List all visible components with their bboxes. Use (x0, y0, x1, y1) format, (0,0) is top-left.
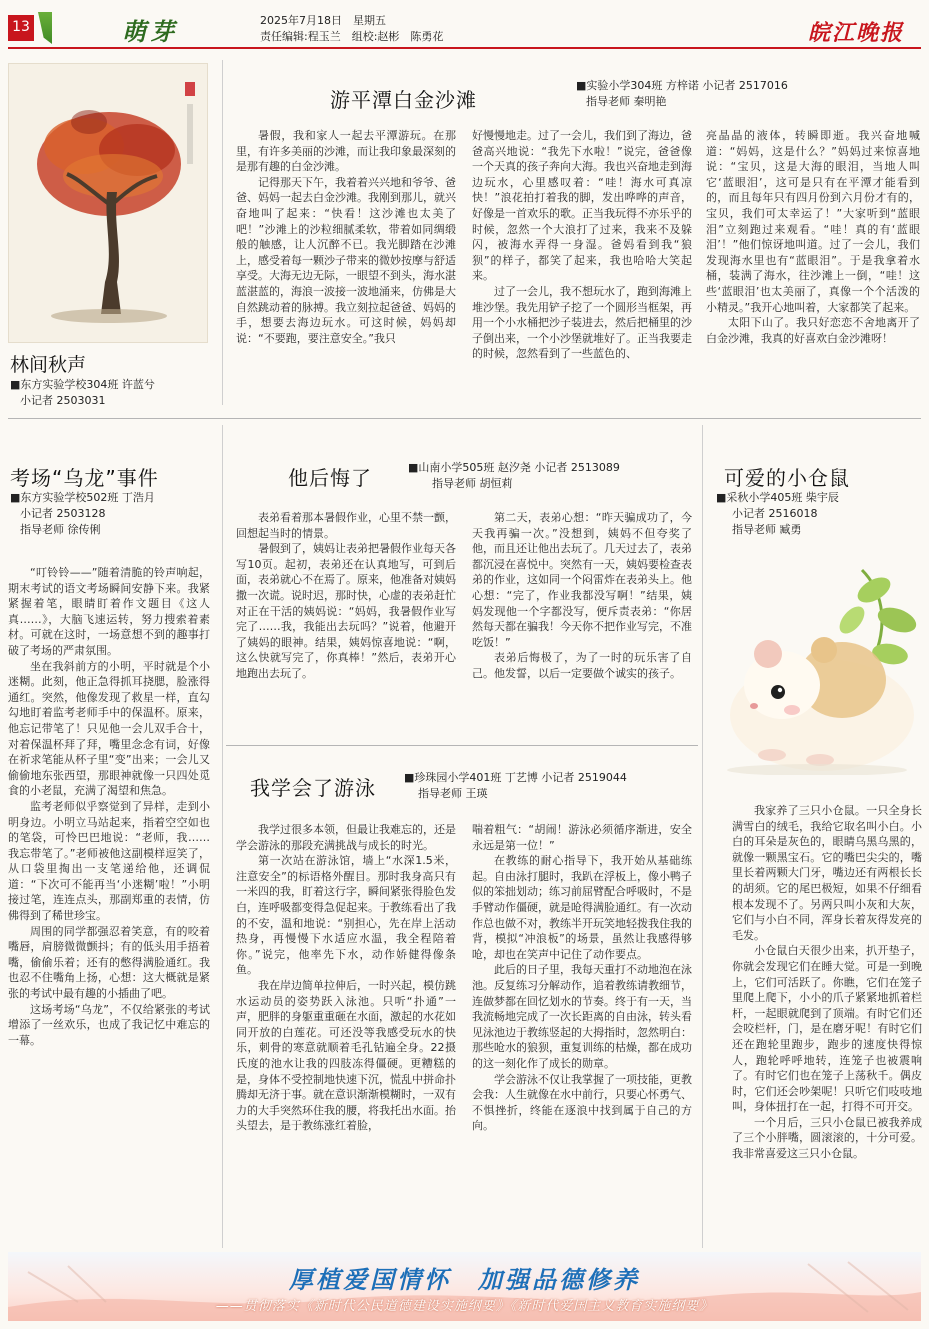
swim-byline-school: ■珍珠园小学401班 丁艺博 小记者 2519044 (404, 771, 627, 784)
divider-left-top (222, 60, 223, 405)
beach-paragraph: 太阳下山了。我只好恋恋不舍地离开了白金沙滩，我真的好喜欢白金沙滩呀！ (706, 316, 920, 345)
swim-paragraph: 喘着粗气：“胡闹！游泳必须循序渐进，安全永远是第一位！” (472, 823, 692, 852)
regret-byline-school: ■山南小学505班 赵汐尧 小记者 2513089 (408, 461, 620, 474)
regret-byline-teacher: 指导老师 胡恒莉 (432, 477, 513, 490)
hamster-byline (716, 490, 839, 538)
exam-title: 考场“乌龙”事件 (10, 466, 159, 490)
exam-paragraph: 周围的同学都强忍着笑意，有的咬着嘴唇，肩膀微微颤抖；有的低头用手捂着嘴，偷偷乐着；还有的憋得满脸通红。我也忍不住嘴角上扬，心想：这大概就是紧张的考试中最有趣的小插曲了吧。 (8, 924, 210, 1001)
painting-byline-reporter: 小记者 2503031 (20, 394, 106, 407)
beach-byline-teacher: 指导老师 秦明艳 (586, 95, 667, 108)
section-mark (38, 12, 52, 44)
paper-name: 皖江晚报 (808, 20, 905, 46)
hamster-title: 可爱的小仓鼠 (724, 466, 850, 490)
beach-paragraph: 好慢慢地走。过了一会儿，我们到了海边，爸爸高兴地说：“我先下水啦！”说完，爸爸像一个天真的孩子奔向大海。我也兴奋地走到海边玩水，心里感叹着：“哇！海水可真凉快！”浪花拍打着我的脚，发出哗哗的声音，好像是一首欢乐的歌。正当我玩得不亦乐乎的时候，忽然一个大浪打了过来，我来不及躲闪，被海水弄得一身湿。爸妈看到我“狼狈”的样子，都笑了起来，我也哈哈大笑起来。 (472, 129, 692, 283)
swim-paragraph: 在教练的耐心指导下，我开始从基础练起。自由泳打腿时，我趴在浮板上，像小鸭子似的笨拙划动；练习前屈臂配合呼吸时，不是手臂动作僵硬，就是呛得满脸通红。有一次动作总也做不对，教练半开玩笑地轻拨我住我的背，模拟“冲浪板”的场景，虽然让我感得够呛，却也在笑声中记住了动作要点。 (472, 854, 692, 961)
regret-paragraph: 表弟后悔极了，为了一时的玩乐害了自己。他发誓，以后一定要做个诚实的孩子。 (472, 651, 692, 680)
hamster-byline-teacher: 指导老师 臧勇 (732, 523, 802, 536)
swim-paragraph: 学会游泳不仅让我掌握了一项技能，更教会我：人生就像在水中前行，只要心怀勇气、不惧挫折，终能在逐浪中找到属于自己的方向。 (472, 1072, 692, 1133)
swim-paragraph: 我在岸边简单拉伸后，一时兴起，模仿跳水运动员的姿势跃入泳池。只听“扑通”一声，肥胖的身躯重重砸在水面，激起的水花如同开放的白莲花。可还没等我感受玩水的快乐，刺骨的寒意就顺着毛孔钻遍全身。22摄氏度的池水让我的四肢冻得僵硬。更糟糕的是，身体不受控制地快速下沉，慌乱中拼命扑腾却无济于事。就在意识渐渐模糊时，一双有力的大手突然环住我的腰，将我托出水面。抬头望去，是于教练涨红着脸， (236, 978, 456, 1133)
swim-byline (404, 770, 627, 802)
regret-title: 他后悔了 (288, 466, 372, 490)
page-number: 13 (12, 19, 30, 35)
exam-paragraph: 坐在我斜前方的小明，平时就是个小迷糊。此刻，他正急得抓耳挠腮，脸涨得通红。突然，他像发现了救星一样，直勾勾地盯着监考老师手中的保温杯。原来，他忘记带笔了！只见他一会儿双手合十，对着保温杯拜了拜，嘴里念念有词，好像在祈求笔能从杯子里“变”出来；一会儿又偷偷地东张西望，那眼神就像一只四处觅食的小老鼠，充满了渴望和焦急。 (8, 659, 210, 798)
beach-column-2 (472, 128, 692, 412)
exam-body (8, 565, 210, 1245)
exam-byline-school: ■东方实验学校502班 丁浩月 (10, 491, 155, 504)
regret-column-2 (472, 510, 692, 740)
beach-paragraph: 亮晶晶的液体，转瞬即逝。我兴奋地喊道：“妈妈，这是什么？”妈妈过来惊喜地说：“宝贝，这是大海的眼泪，当地人叫它‘蓝眼泪’，这可是只有在平潭才能看到的，而且每年只有四月份到六月份才有的，宝贝，我们可太幸运了！”大家听到“蓝眼泪”立刻跑过来观看。“哇！真的有‘蓝眼泪’！”他们惊讶地叫道。过了一会儿，我们发现海水里也有“蓝眼泪”。于是我拿着水桶，装满了海水，往沙滩上一倒，“哇！这些‘蓝眼泪’也太美丽了，真像一个个活泼的小精灵。”我开心地叫着，大家都笑了起来。 (706, 129, 920, 314)
regret-byline (408, 460, 620, 492)
painting-title: 林间秋声 (10, 354, 87, 376)
swim-byline-teacher: 指导老师 王瑛 (418, 787, 488, 800)
swim-title: 我学会了游泳 (250, 776, 376, 800)
painting-byline-school: ■东方实验学校304班 许蓝兮 (10, 378, 155, 391)
regret-paragraph: 第二天，表弟心想：“昨天骗成功了，今天我再骗一次。”没想到，姨妈不但夸奖了他，而且还让他出去玩了。几天过去了，表弟都沉浸在喜悦中。突然有一天，姨妈要检查表弟的作业，这如同一个闷雷炸在表弟头上。他心想：“完了，作业我都没写啊！”结果，姨妈发现他一个字都没写，便斥责表弟：“你居然每天都在骗我！今天你不把作业写完，不准吃饭！” (472, 511, 692, 649)
banner-slogan: 厚植爱国情怀 加强品德修养 (289, 1265, 640, 1294)
beach-paragraph: 暑假，我和家人一起去平潭游玩。在那里，有许多美丽的沙滩，而让我印象最深刻的是那有趣的白金沙滩。 (236, 129, 456, 174)
exam-paragraph: 这场考场“乌龙”，不仅给紧张的考试增添了一丝欢乐，也成了我记忆中难忘的一幕。 (8, 1002, 210, 1047)
swim-column-2 (472, 822, 692, 1247)
hamster-illustration (712, 550, 922, 775)
beach-byline-school: ■实验小学304班 方梓诺 小记者 2517016 (576, 79, 788, 92)
header-rule (8, 47, 921, 49)
hamster-paragraph: 小仓鼠白天很少出来，扒开垫子，你就会发现它们在睡大觉。可是一到晚上，它们可活跃了。你瞧，它们在笼子里爬上爬下，小小的爪子紧紧地抓着栏杆，一起眼就爬到了顶端。有时它们还会咬栏杆，门，是在磨牙呢！有时它们还在跑轮里跑步，跑步的速度快得惊人，跑轮呼呼地转，连笼子也被震响了。有时它们也在笼子上荡秋千。偶皮时，它们还会吵架呢！只听它们吱吱地叫，身体扭打在一起，打得不可开交。 (732, 944, 922, 1114)
exam-paragraph: “叮铃铃——”随着清脆的铃声响起，期末考试的语文考场瞬间安静下来。我紧紧握着笔，眼睛盯着作文题目《这人真……》，大脑飞速运转，努力搜索着素材。可就在这时，一场意想不到的趣事打破了考场的严肃氛围。 (8, 566, 210, 657)
divider-row-1 (8, 418, 921, 419)
hamster-byline-school: ■采秋小学405班 柴宇辰 (716, 491, 839, 504)
painting-byline (10, 377, 155, 409)
swim-paragraph: 第一次站在游泳馆，墙上“水深1.5米，注意安全”的标语格外醒目。那时我身高只有一米四的我，盯着这行字，瞬间紧张得脸色发白，连呼吸都变得急促起来。于教练看出了我的不安，温和地说：“别担心，先在岸上活动热身，再慢慢下水适应水温，我全程陪着你。”说完，他率先下水，动作娇健得像条鱼。 (236, 854, 456, 977)
beach-paragraph: 记得那天下午，我着着兴兴地和爷爷、爸爸、妈妈一起去白金沙滩。我刚到那儿，就兴奋地叫了起来：“快看！这沙滩也太美了吧！”沙滩上的沙粒细腻柔软，带着如同绸缎般的触感，让人沉醉不已。我光脚踏在沙滩上，感受着每一颗沙子带来的微妙按摩与舒适享受。大海无边无际，一眼望不到头，海水湛蓝湛蓝的，海浪一波接一波地涌来，仿佛是大自然跳动着的脉搏。我立刻拉起爸爸、妈妈的手，想要去海边玩水。可这时候，妈妈却说：“不要跑，要注意安全。”我只 (236, 175, 456, 345)
beach-column-1 (236, 128, 456, 412)
section-title: 萌芽 (122, 17, 178, 46)
regret-paragraph: 暑假到了，姨妈让表弟把暑假作业每天各写10页。起初，表弟还在认真地写，可到后面，表弟就心不在焉了。原来，他准备对姨妈撒一次谎。说时迟，那时快，心虚的表弟赶忙对正在干活的姨妈说：“妈妈，我暑假作业写完了……我，我能出去玩吗？”说着，他避开了姨妈的眼神。结果，姨妈惊喜地说：“啊，这么快就写完了，你真棒！”然后，表弟开心地跑出去玩了。 (236, 542, 456, 680)
date-line: 2025年7月18日 星期五 (260, 14, 386, 27)
banner-subline: ——贯彻落实《新时代公民道德建设实施纲要》《新时代爱国主义教育实施纲要》 (215, 1299, 714, 1314)
hamster-paragraph: 一个月后，三只小仓鼠已被我养成了三个小胖嘴，圆滚滚的，十分可爱。我非常喜爱这三只小仓鼠。 (732, 1115, 922, 1161)
hamster-body (732, 803, 922, 1246)
hamster-paragraph: 我家养了三只小仓鼠。一只全身长满雪白的绒毛，我给它取名叫小白。小白的耳朵是灰色的，眼睛乌黑乌黑的，就像一颗黑宝石。它的嘴巴尖尖的，嘴里长着两颗大门牙，嘴边还有两根长长的胡须。它的尾巴极短，如果不仔细看根本发现不了。另两只叫小灰和大灰，它们与小白不同，浑身长着灰得发亮的毛发。 (732, 804, 922, 942)
beach-paragraph: 过了一会儿，我不想玩水了，跑到海滩上堆沙堡。我先用铲子挖了一个圆形当框架，再用一个小水桶把沙子装进去，然后把桶里的沙子倒出来，一个小沙堡就堆好了。正当我要走的时候，忽然看到了一些蓝色的、 (472, 284, 692, 361)
divider-row-2 (226, 745, 698, 746)
exam-byline-teacher: 指导老师 徐传俐 (20, 523, 101, 536)
regret-paragraph: 表弟看着那本暑假作业，心里不禁一颤，回想起当时的情景。 (236, 511, 456, 540)
bottom-banner (8, 1252, 921, 1321)
beach-byline (576, 78, 788, 110)
swim-paragraph: 我学过很多本领，但最让我难忘的，还是学会游泳的那段充满挑战与成长的时光。 (236, 823, 456, 852)
exam-paragraph: 监考老师似乎察觉到了异样，走到小明身边。小明立马站起来，指着空空如也的笔袋，可怜巴巴地说：“老师，我……我忘带笔了。”老师被他这副模样逗笑了，从口袋里掏出一支笔递给他，还调侃道：“下次可不能再当‘小迷糊’啦！”小明接过笔，连连点头，那副郑重的表情，仿佛得到了稀世珍宝。 (8, 799, 210, 923)
exam-byline (10, 490, 155, 538)
tree-painting (8, 63, 208, 343)
editors-line: 责任编辑:程玉兰 组校:赵彬 陈勇花 (260, 30, 444, 43)
regret-column-1 (236, 510, 456, 740)
swim-column-1 (236, 822, 456, 1247)
swim-paragraph: 此后的日子里，我每天重打不动地泡在泳池。反复练习分解动作，追着教练请教细节，连做梦都在回忆划水的节奏。终于有一天，当我流畅地完成了一次长距离的自由泳，转头看见泳池边于教练竖起的大拇指时，忽然明白：那些呛水的狼狈，重复训练的枯燥，都在成功的这一刻化作了成长的勋章。 (472, 963, 692, 1070)
divider-right (702, 425, 703, 1248)
divider-left-bottom (222, 425, 223, 1248)
exam-byline-reporter: 小记者 2503128 (20, 507, 106, 520)
hamster-byline-reporter: 小记者 2516018 (732, 507, 818, 520)
beach-title: 游平潭白金沙滩 (330, 88, 477, 112)
beach-column-3 (706, 128, 920, 412)
